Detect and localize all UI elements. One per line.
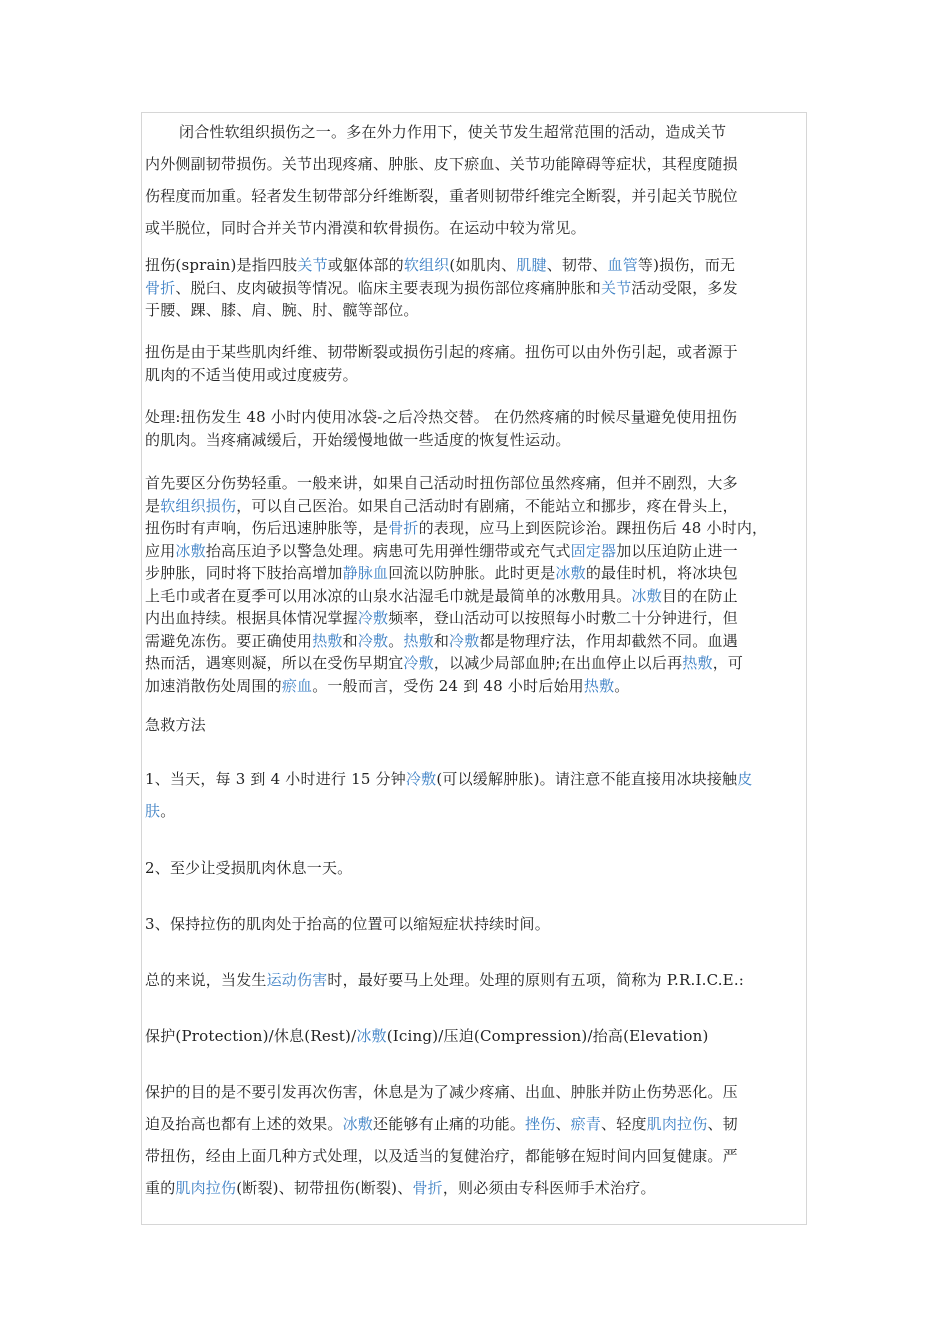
- link-venous-blood[interactable]: 静脉血: [342, 564, 389, 582]
- text-line: [145, 495, 815, 518]
- text-line: 扭伤是由于某些肌肉纤维、韧带断裂或损伤引起的疼痛。扭伤可以由外伤引起，或者源于: [145, 343, 738, 361]
- text: 的最佳时机，将冰块包: [585, 564, 738, 582]
- text-line: [145, 652, 815, 675]
- text: 1、当天，每 3 到 4 小时进行 15 分钟: [145, 770, 406, 788]
- text: 步肿胀，同时将下肢抬高增加: [145, 564, 343, 582]
- link-fracture[interactable]: 骨折: [145, 278, 176, 297]
- text-line: 带扭伤，经由上面几种方式处理，以及适当的复健治疗，都能够在短时间内回复健康。严: [145, 1147, 738, 1165]
- text-line: 保护的目的是不要引发再次伤害，休息是为了减少疼痛、出血、肿胀并防止伤势恶化。压: [145, 1083, 738, 1101]
- link-skin[interactable]: 肤: [145, 802, 161, 820]
- text: 和: [342, 631, 358, 650]
- text: 回流以防肿胀。此时更是: [388, 564, 556, 582]
- text: 、韧带、: [546, 256, 608, 274]
- text-line: [145, 585, 815, 608]
- link-sports-injury[interactable]: 运动伤害: [266, 971, 328, 989]
- link-hot-compress[interactable]: 热敷: [312, 631, 343, 650]
- link-hot-compress[interactable]: 热敷: [583, 676, 615, 695]
- text: 、轻度: [601, 1115, 647, 1133]
- text: 迫及抬高也都有上述的效果。: [145, 1115, 343, 1133]
- text: 重的: [145, 1179, 176, 1197]
- link-muscle-strain[interactable]: 肌肉拉伤: [175, 1179, 237, 1197]
- link-cold-compress[interactable]: 冷敷: [403, 654, 434, 672]
- price-intro: [145, 964, 815, 996]
- link-ice-compress[interactable]: 冰敷: [356, 1027, 387, 1045]
- text: 需避免冻伤。要正确使用: [145, 631, 313, 650]
- first-aid-item-2: 2、至少让受损肌肉休息一天。: [145, 859, 353, 877]
- text: 和: [433, 631, 450, 650]
- text: (可以缓解肿胀)。请注意不能直接用冰块接触: [436, 770, 738, 788]
- link-contusion[interactable]: 挫伤: [525, 1115, 556, 1133]
- text: 活动受限，多发: [631, 278, 738, 297]
- text: 扭伤(sprain)是指四肢: [145, 256, 298, 274]
- text-line: [145, 1108, 815, 1140]
- text-line: 于腰、踝、膝、肩、腕、肘、髋等部位。: [145, 301, 419, 319]
- link-joint[interactable]: 关节: [601, 278, 632, 297]
- severity-paragraph: [145, 472, 815, 697]
- text-line: [145, 254, 815, 277]
- definition-paragraph: [145, 254, 815, 322]
- link-cold-compress[interactable]: 冷敷: [357, 631, 389, 650]
- link-blood-vessel[interactable]: 血管: [607, 256, 638, 274]
- text: 都是物理疗法，作用却截然不同。血遇: [479, 631, 738, 650]
- text-line: 处理:扭伤发生 48 小时内使用冰袋-之后冷热交替。 在仍然疼痛的时候尽量避免使用扭伤: [145, 408, 738, 426]
- text-line: 伤程度而加重。轻者发生韧带部分纤维断裂，重者则韧带纤维完全断裂，并引起关节脱位: [145, 187, 738, 205]
- text-line: 肌肉的不适当使用或过度疲劳。: [145, 365, 358, 384]
- link-hot-compress[interactable]: 热敷: [682, 654, 713, 672]
- first-aid-item-3: 3、保持拉伤的肌肉处于抬高的位置可以缩短症状持续时间。: [145, 915, 550, 933]
- text-line: 首先要区分伤势轻重。一般来讲，如果自己活动时扭伤部位虽然疼痛，但并不剧烈，大多: [145, 474, 738, 492]
- link-fixator[interactable]: 固定器: [570, 541, 617, 560]
- text: ，以减少局部血肿;在出血停止以后再: [433, 654, 683, 672]
- text: 加以压迫防止进一: [616, 541, 738, 560]
- text-line: [145, 540, 815, 563]
- price-explanation-paragraph: [145, 1076, 815, 1204]
- text: 。: [160, 802, 176, 820]
- intro-paragraph: [145, 116, 815, 244]
- text: 上毛巾或者在夏季可以用冰凉的山泉水沾湿毛巾就是最简单的冰敷用具。: [145, 586, 632, 605]
- text: ，则必须由专科医师手术治疗。: [442, 1179, 656, 1197]
- text: 应用: [145, 541, 176, 560]
- text-line: [145, 277, 815, 300]
- link-cold-compress[interactable]: 冷敷: [357, 609, 389, 627]
- text: ，可: [712, 654, 744, 672]
- text: 、韧: [707, 1115, 738, 1133]
- text: 抬高压迫予以警急处理。病患可先用弹性绷带或充气式: [205, 541, 571, 560]
- link-cold-compress[interactable]: 冷敷: [449, 631, 480, 650]
- text-line: [145, 795, 815, 827]
- text: 保护(Protection)/休息(Rest)/: [145, 1027, 357, 1045]
- link-ice-compress[interactable]: 冰敷: [631, 586, 662, 605]
- text-line: [145, 630, 815, 653]
- link-soft-tissue[interactable]: 软组织: [403, 256, 450, 274]
- text-line: 内外侧副韧带损伤。关节出现疼痛、肿胀、皮下瘀血、关节功能障碍等症状，其程度随损: [145, 155, 738, 173]
- link-ice-compress[interactable]: 冰敷: [555, 564, 586, 582]
- link-bruise-blood[interactable]: 瘀血: [281, 676, 313, 695]
- text: 总的来说，当发生: [145, 971, 267, 989]
- text: 。一般而言，受伤 24 到 48 小时后始用: [312, 676, 584, 695]
- text-line: [145, 562, 815, 585]
- link-cold-compress[interactable]: 冷敷: [405, 770, 437, 788]
- text-line: [145, 116, 815, 148]
- text: 还能够有止痛的功能。: [373, 1115, 526, 1133]
- link-hot-compress[interactable]: 热敷: [403, 631, 434, 650]
- text: 闭合性软组织损伤之一。多在外力作用下，使关节发生超常范围的活动，造成关节: [179, 123, 727, 141]
- text: 、: [555, 1115, 571, 1133]
- text: 加速消散伤处周围的: [145, 676, 282, 695]
- first-aid-item-1: [145, 763, 815, 827]
- text: 频率，登山活动可以按照每小时敷二十分钟进行，但: [388, 609, 738, 627]
- text: 扭伤时有声响，伤后迅速肿胀等，是: [145, 519, 389, 537]
- text-line: [145, 607, 815, 630]
- text: ，可以自己医治。如果自己活动时有剧痛，不能站立和挪步，疼在骨头上，: [236, 496, 738, 515]
- text: 的表现，应马上到医院诊治。踝扭伤后 48 小时内，: [418, 519, 768, 537]
- text: 内出血持续。根据具体情况掌握: [145, 609, 358, 627]
- text: 目的在防止: [661, 586, 738, 605]
- text-line: [145, 675, 815, 698]
- text: 或躯体部的: [327, 256, 404, 274]
- link-fracture[interactable]: 骨折: [388, 519, 419, 537]
- price-list: [145, 1020, 815, 1052]
- text: 等)损伤，而无: [637, 256, 736, 274]
- text: (Icing)/压迫(Compression)/抬高(Elevation): [386, 1027, 709, 1045]
- first-aid-heading: 急救方法: [145, 716, 206, 734]
- text: 、脱臼、皮肉破损等情况。临床主要表现为损伤部位疼痛肿胀和: [175, 278, 602, 297]
- link-ice-compress[interactable]: 冰敷: [175, 541, 206, 560]
- text-line: 的肌肉。当疼痛减缓后，开始缓慢地做一些适度的恢复性运动。: [145, 430, 571, 449]
- text-line: [145, 1172, 815, 1204]
- text: 热而活，遇寒则凝，所以在受伤早期宜: [145, 654, 404, 672]
- text: (如肌肉、: [449, 256, 517, 274]
- link-ice-compress[interactable]: 冰敷: [342, 1115, 374, 1133]
- text-line: [145, 763, 815, 795]
- link-bruise[interactable]: 瘀青: [570, 1115, 602, 1133]
- text: 。: [614, 676, 630, 695]
- link-tendon[interactable]: 肌腱: [516, 256, 547, 274]
- cause-paragraph: [145, 341, 815, 386]
- text-line: 或半脱位，同时合并关节内滑漠和软骨损伤。在运动中较为常见。: [145, 219, 586, 237]
- link-joint[interactable]: 关节: [297, 256, 328, 274]
- text: (断裂)、韧带扭伤(断裂)、: [236, 1179, 413, 1197]
- text: 。: [388, 631, 404, 650]
- text: 是: [145, 496, 161, 515]
- text: 时，最好要马上处理。处理的原则有五项，简称为 P.R.I.C.E.:: [327, 971, 745, 989]
- treatment-paragraph: [145, 406, 815, 451]
- link-fracture[interactable]: 骨折: [412, 1179, 443, 1197]
- text-line: [145, 517, 815, 540]
- link-skin[interactable]: 皮: [737, 770, 753, 788]
- link-soft-tissue-injury[interactable]: 软组织损伤: [160, 496, 237, 515]
- link-muscle-strain[interactable]: 肌肉拉伤: [646, 1115, 708, 1133]
